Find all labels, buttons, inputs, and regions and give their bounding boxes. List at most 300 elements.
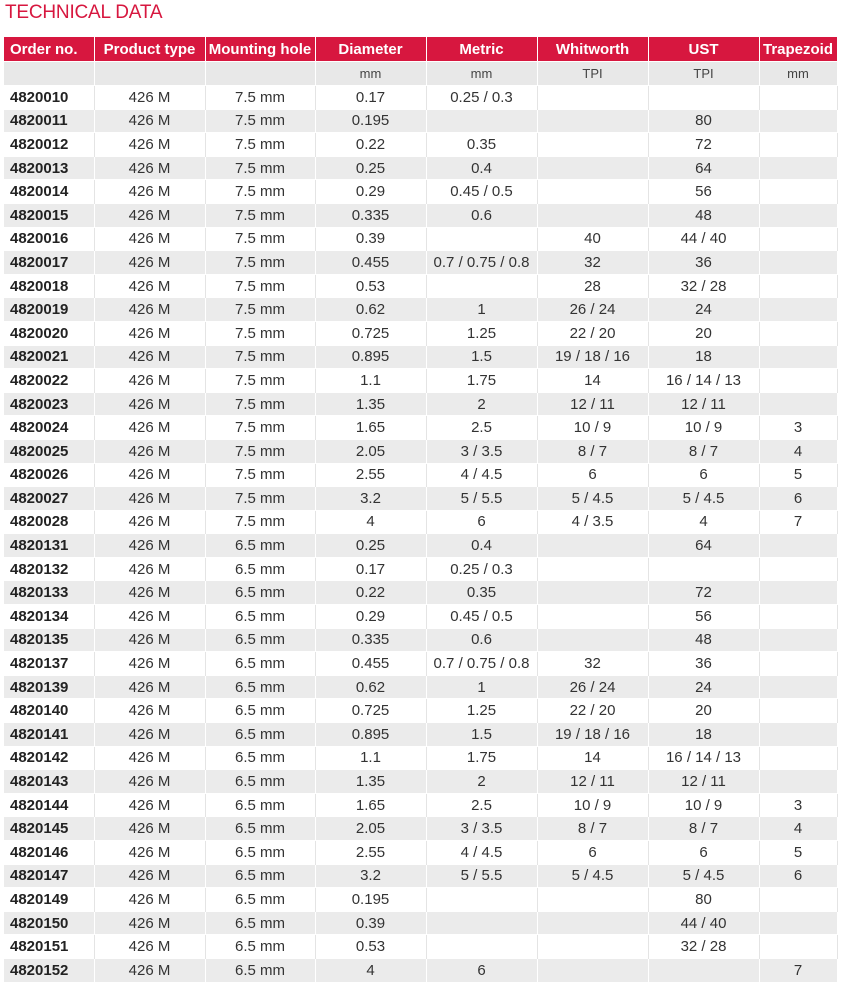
cell-metric: 2 [426, 770, 537, 794]
cell-whitworth: 5 / 4.5 [537, 864, 648, 888]
unit-whitworth: TPI [537, 62, 648, 86]
cell-trapezoid [759, 251, 837, 275]
cell-product-type: 426 M [94, 251, 205, 275]
cell-whitworth [537, 557, 648, 581]
table-row [4, 770, 837, 794]
cell-trapezoid: 5 [759, 463, 837, 487]
cell-mounting-hole: 6.5 mm [205, 699, 315, 723]
cell-mounting-hole: 6.5 mm [205, 864, 315, 888]
cell-trapezoid: 5 [759, 841, 837, 865]
cell-whitworth [537, 86, 648, 110]
cell-whitworth: 8 / 7 [537, 439, 648, 463]
cell-metric: 2 [426, 392, 537, 416]
cell-product-type: 426 M [94, 345, 205, 369]
cell-product-type: 426 M [94, 864, 205, 888]
cell-order-no: 4820140 [4, 699, 94, 723]
cell-product-type: 426 M [94, 557, 205, 581]
cell-metric: 2.5 [426, 793, 537, 817]
cell-metric: 1 [426, 675, 537, 699]
cell-whitworth: 8 / 7 [537, 817, 648, 841]
table-row [4, 534, 837, 558]
table-row [4, 557, 837, 581]
table-row [4, 675, 837, 699]
cell-diameter: 0.335 [315, 203, 426, 227]
table-row [4, 723, 837, 747]
cell-diameter: 2.55 [315, 463, 426, 487]
cell-ust: 32 / 28 [648, 935, 759, 959]
cell-mounting-hole: 6.5 mm [205, 557, 315, 581]
technical-data-table [4, 37, 838, 982]
cell-mounting-hole: 6.5 mm [205, 675, 315, 699]
cell-metric: 6 [426, 958, 537, 981]
cell-metric [426, 911, 537, 935]
cell-product-type: 426 M [94, 723, 205, 747]
cell-product-type: 426 M [94, 628, 205, 652]
cell-order-no: 4820131 [4, 534, 94, 558]
table-row [4, 746, 837, 770]
cell-diameter: 0.895 [315, 723, 426, 747]
cell-product-type: 426 M [94, 911, 205, 935]
table-row [4, 935, 837, 959]
cell-diameter: 1.35 [315, 392, 426, 416]
cell-whitworth: 26 / 24 [537, 675, 648, 699]
cell-trapezoid: 3 [759, 793, 837, 817]
cell-product-type: 426 M [94, 746, 205, 770]
cell-product-type: 426 M [94, 534, 205, 558]
table-row [4, 369, 837, 393]
cell-metric: 1 [426, 298, 537, 322]
cell-ust: 8 / 7 [648, 439, 759, 463]
cell-whitworth: 32 [537, 652, 648, 676]
cell-order-no: 4820018 [4, 274, 94, 298]
cell-metric [426, 109, 537, 133]
cell-mounting-hole: 6.5 mm [205, 534, 315, 558]
cell-whitworth [537, 180, 648, 204]
cell-diameter: 0.195 [315, 888, 426, 912]
table-row [4, 439, 837, 463]
cell-diameter: 0.62 [315, 675, 426, 699]
cell-trapezoid: 6 [759, 487, 837, 511]
cell-mounting-hole: 6.5 mm [205, 746, 315, 770]
table-row [4, 345, 837, 369]
cell-ust: 16 / 14 / 13 [648, 369, 759, 393]
cell-mounting-hole: 6.5 mm [205, 958, 315, 981]
cell-metric: 0.6 [426, 203, 537, 227]
header-mounting-hole: Mounting hole [205, 37, 315, 62]
cell-product-type: 426 M [94, 180, 205, 204]
cell-mounting-hole: 7.5 mm [205, 298, 315, 322]
cell-order-no: 4820152 [4, 958, 94, 981]
cell-diameter: 1.1 [315, 746, 426, 770]
cell-ust: 24 [648, 298, 759, 322]
cell-mounting-hole: 6.5 mm [205, 841, 315, 865]
cell-trapezoid [759, 911, 837, 935]
cell-diameter: 0.455 [315, 652, 426, 676]
cell-order-no: 4820015 [4, 203, 94, 227]
cell-mounting-hole: 7.5 mm [205, 345, 315, 369]
table-row [4, 133, 837, 157]
table-row [4, 510, 837, 534]
table-row [4, 156, 837, 180]
cell-order-no: 4820011 [4, 109, 94, 133]
cell-metric: 5 / 5.5 [426, 864, 537, 888]
cell-trapezoid [759, 109, 837, 133]
cell-product-type: 426 M [94, 416, 205, 440]
unit-diameter: mm [315, 62, 426, 86]
cell-trapezoid [759, 534, 837, 558]
cell-product-type: 426 M [94, 487, 205, 511]
unit-trapezoid: mm [759, 62, 837, 86]
cell-diameter: 0.29 [315, 180, 426, 204]
table-row [4, 652, 837, 676]
cell-product-type: 426 M [94, 369, 205, 393]
cell-ust: 72 [648, 133, 759, 157]
cell-product-type: 426 M [94, 605, 205, 629]
cell-whitworth: 14 [537, 369, 648, 393]
cell-mounting-hole: 7.5 mm [205, 109, 315, 133]
table-row [4, 109, 837, 133]
cell-product-type: 426 M [94, 203, 205, 227]
table-row [4, 958, 837, 981]
table-row [4, 392, 837, 416]
cell-diameter: 0.195 [315, 109, 426, 133]
header-ust: UST [648, 37, 759, 62]
cell-product-type: 426 M [94, 699, 205, 723]
cell-mounting-hole: 7.5 mm [205, 86, 315, 110]
cell-whitworth: 19 / 18 / 16 [537, 345, 648, 369]
cell-order-no: 4820135 [4, 628, 94, 652]
cell-diameter: 1.65 [315, 416, 426, 440]
cell-ust: 24 [648, 675, 759, 699]
cell-ust: 36 [648, 652, 759, 676]
cell-order-no: 4820150 [4, 911, 94, 935]
cell-diameter: 0.25 [315, 534, 426, 558]
cell-ust: 16 / 14 / 13 [648, 746, 759, 770]
cell-ust: 10 / 9 [648, 793, 759, 817]
cell-order-no: 4820024 [4, 416, 94, 440]
cell-product-type: 426 M [94, 321, 205, 345]
cell-product-type: 426 M [94, 156, 205, 180]
cell-order-no: 4820027 [4, 487, 94, 511]
cell-metric: 0.45 / 0.5 [426, 180, 537, 204]
cell-diameter: 0.22 [315, 581, 426, 605]
cell-diameter: 0.53 [315, 935, 426, 959]
cell-trapezoid [759, 321, 837, 345]
table-row [4, 416, 837, 440]
cell-mounting-hole: 7.5 mm [205, 439, 315, 463]
table-row [4, 605, 837, 629]
cell-mounting-hole: 7.5 mm [205, 156, 315, 180]
cell-metric: 1.25 [426, 321, 537, 345]
cell-mounting-hole: 6.5 mm [205, 628, 315, 652]
cell-metric: 1.5 [426, 345, 537, 369]
cell-metric: 0.25 / 0.3 [426, 557, 537, 581]
table-row [4, 487, 837, 511]
cell-mounting-hole: 7.5 mm [205, 487, 315, 511]
cell-whitworth: 40 [537, 227, 648, 251]
table-row [4, 251, 837, 275]
cell-product-type: 426 M [94, 109, 205, 133]
cell-ust: 48 [648, 203, 759, 227]
cell-mounting-hole: 7.5 mm [205, 203, 315, 227]
cell-order-no: 4820014 [4, 180, 94, 204]
cell-order-no: 4820022 [4, 369, 94, 393]
cell-mounting-hole: 7.5 mm [205, 274, 315, 298]
cell-ust: 12 / 11 [648, 392, 759, 416]
cell-product-type: 426 M [94, 958, 205, 981]
cell-trapezoid: 7 [759, 958, 837, 981]
cell-product-type: 426 M [94, 888, 205, 912]
cell-mounting-hole: 7.5 mm [205, 133, 315, 157]
cell-order-no: 4820142 [4, 746, 94, 770]
cell-trapezoid [759, 298, 837, 322]
page-title: TECHNICAL DATA [5, 2, 163, 23]
unit-product-type [94, 62, 205, 86]
cell-metric: 1.5 [426, 723, 537, 747]
table-row [4, 581, 837, 605]
cell-ust [648, 958, 759, 981]
cell-mounting-hole: 6.5 mm [205, 723, 315, 747]
cell-trapezoid [759, 699, 837, 723]
table-row [4, 180, 837, 204]
table-row [4, 911, 837, 935]
table-row [4, 628, 837, 652]
cell-metric: 4 / 4.5 [426, 841, 537, 865]
cell-whitworth: 32 [537, 251, 648, 275]
cell-order-no: 4820019 [4, 298, 94, 322]
table-row [4, 227, 837, 251]
cell-trapezoid [759, 581, 837, 605]
cell-diameter: 0.17 [315, 557, 426, 581]
cell-order-no: 4820151 [4, 935, 94, 959]
cell-mounting-hole: 7.5 mm [205, 180, 315, 204]
table-row [4, 699, 837, 723]
cell-order-no: 4820023 [4, 392, 94, 416]
table-row [4, 463, 837, 487]
cell-mounting-hole: 6.5 mm [205, 581, 315, 605]
cell-trapezoid: 7 [759, 510, 837, 534]
cell-ust: 72 [648, 581, 759, 605]
cell-diameter: 3.2 [315, 864, 426, 888]
cell-diameter: 0.25 [315, 156, 426, 180]
cell-ust: 56 [648, 605, 759, 629]
cell-ust [648, 86, 759, 110]
cell-trapezoid [759, 675, 837, 699]
cell-trapezoid: 4 [759, 439, 837, 463]
cell-trapezoid [759, 345, 837, 369]
cell-product-type: 426 M [94, 581, 205, 605]
cell-metric: 0.4 [426, 156, 537, 180]
cell-trapezoid: 4 [759, 817, 837, 841]
cell-diameter: 4 [315, 958, 426, 981]
header-trapezoid: Trapezoid [759, 37, 837, 62]
cell-product-type: 426 M [94, 793, 205, 817]
cell-metric: 0.35 [426, 133, 537, 157]
cell-product-type: 426 M [94, 510, 205, 534]
cell-metric: 6 [426, 510, 537, 534]
cell-diameter: 0.29 [315, 605, 426, 629]
cell-whitworth: 19 / 18 / 16 [537, 723, 648, 747]
unit-ust: TPI [648, 62, 759, 86]
cell-order-no: 4820017 [4, 251, 94, 275]
unit-mounting-hole [205, 62, 315, 86]
cell-whitworth: 4 / 3.5 [537, 510, 648, 534]
cell-ust: 18 [648, 723, 759, 747]
cell-whitworth [537, 156, 648, 180]
cell-trapezoid [759, 180, 837, 204]
cell-whitworth: 26 / 24 [537, 298, 648, 322]
cell-order-no: 4820143 [4, 770, 94, 794]
cell-ust: 48 [648, 628, 759, 652]
cell-order-no: 4820020 [4, 321, 94, 345]
cell-order-no: 4820146 [4, 841, 94, 865]
cell-order-no: 4820147 [4, 864, 94, 888]
cell-diameter: 3.2 [315, 487, 426, 511]
cell-mounting-hole: 7.5 mm [205, 227, 315, 251]
cell-trapezoid [759, 746, 837, 770]
cell-ust: 6 [648, 841, 759, 865]
cell-product-type: 426 M [94, 463, 205, 487]
cell-order-no: 4820149 [4, 888, 94, 912]
cell-whitworth [537, 581, 648, 605]
cell-trapezoid: 3 [759, 416, 837, 440]
cell-diameter: 4 [315, 510, 426, 534]
cell-diameter: 0.725 [315, 699, 426, 723]
cell-mounting-hole: 7.5 mm [205, 392, 315, 416]
cell-metric: 1.75 [426, 369, 537, 393]
cell-trapezoid [759, 605, 837, 629]
header-order-no: Order no. [4, 37, 94, 62]
cell-ust: 12 / 11 [648, 770, 759, 794]
cell-whitworth [537, 109, 648, 133]
cell-diameter: 0.62 [315, 298, 426, 322]
cell-whitworth: 10 / 9 [537, 793, 648, 817]
cell-product-type: 426 M [94, 770, 205, 794]
cell-order-no: 4820134 [4, 605, 94, 629]
cell-diameter: 2.55 [315, 841, 426, 865]
header-whitworth: Whitworth [537, 37, 648, 62]
cell-order-no: 4820026 [4, 463, 94, 487]
cell-whitworth [537, 203, 648, 227]
cell-product-type: 426 M [94, 392, 205, 416]
cell-trapezoid [759, 133, 837, 157]
header-product-type: Product type [94, 37, 205, 62]
cell-product-type: 426 M [94, 841, 205, 865]
cell-mounting-hole: 6.5 mm [205, 793, 315, 817]
cell-product-type: 426 M [94, 227, 205, 251]
cell-diameter: 0.335 [315, 628, 426, 652]
cell-whitworth [537, 605, 648, 629]
cell-diameter: 0.39 [315, 911, 426, 935]
cell-order-no: 4820144 [4, 793, 94, 817]
unit-row [4, 62, 837, 86]
cell-diameter: 2.05 [315, 439, 426, 463]
cell-ust: 80 [648, 888, 759, 912]
cell-order-no: 4820139 [4, 675, 94, 699]
cell-whitworth [537, 133, 648, 157]
cell-order-no: 4820141 [4, 723, 94, 747]
cell-metric [426, 888, 537, 912]
cell-ust: 32 / 28 [648, 274, 759, 298]
cell-product-type: 426 M [94, 675, 205, 699]
cell-ust: 56 [648, 180, 759, 204]
cell-order-no: 4820028 [4, 510, 94, 534]
table-row [4, 793, 837, 817]
cell-ust: 8 / 7 [648, 817, 759, 841]
cell-whitworth: 28 [537, 274, 648, 298]
cell-whitworth [537, 935, 648, 959]
cell-order-no: 4820012 [4, 133, 94, 157]
cell-product-type: 426 M [94, 86, 205, 110]
cell-metric: 4 / 4.5 [426, 463, 537, 487]
cell-metric [426, 274, 537, 298]
cell-ust: 64 [648, 156, 759, 180]
cell-mounting-hole: 7.5 mm [205, 416, 315, 440]
cell-ust: 6 [648, 463, 759, 487]
header-metric: Metric [426, 37, 537, 62]
cell-product-type: 426 M [94, 817, 205, 841]
cell-whitworth: 22 / 20 [537, 699, 648, 723]
cell-metric: 2.5 [426, 416, 537, 440]
header-diameter: Diameter [315, 37, 426, 62]
cell-order-no: 4820137 [4, 652, 94, 676]
cell-mounting-hole: 7.5 mm [205, 510, 315, 534]
cell-ust: 10 / 9 [648, 416, 759, 440]
cell-metric: 0.25 / 0.3 [426, 86, 537, 110]
unit-order-no [4, 62, 94, 86]
cell-product-type: 426 M [94, 133, 205, 157]
cell-trapezoid: 6 [759, 864, 837, 888]
cell-whitworth [537, 888, 648, 912]
cell-ust: 20 [648, 699, 759, 723]
cell-ust: 64 [648, 534, 759, 558]
cell-mounting-hole: 6.5 mm [205, 605, 315, 629]
table-body [4, 86, 837, 982]
table-row [4, 86, 837, 110]
cell-diameter: 0.725 [315, 321, 426, 345]
cell-order-no: 4820132 [4, 557, 94, 581]
cell-order-no: 4820145 [4, 817, 94, 841]
cell-metric: 0.7 / 0.75 / 0.8 [426, 251, 537, 275]
cell-trapezoid [759, 86, 837, 110]
table-row [4, 298, 837, 322]
cell-trapezoid [759, 652, 837, 676]
cell-diameter: 0.22 [315, 133, 426, 157]
cell-metric [426, 935, 537, 959]
cell-whitworth: 22 / 20 [537, 321, 648, 345]
cell-metric: 3 / 3.5 [426, 439, 537, 463]
cell-diameter: 1.65 [315, 793, 426, 817]
cell-ust: 36 [648, 251, 759, 275]
cell-trapezoid [759, 274, 837, 298]
cell-trapezoid [759, 935, 837, 959]
unit-metric: mm [426, 62, 537, 86]
cell-metric: 0.7 / 0.75 / 0.8 [426, 652, 537, 676]
cell-mounting-hole: 6.5 mm [205, 652, 315, 676]
cell-diameter: 1.35 [315, 770, 426, 794]
cell-metric: 3 / 3.5 [426, 817, 537, 841]
cell-diameter: 2.05 [315, 817, 426, 841]
cell-ust: 20 [648, 321, 759, 345]
table-row [4, 841, 837, 865]
cell-trapezoid [759, 156, 837, 180]
cell-trapezoid [759, 392, 837, 416]
cell-product-type: 426 M [94, 935, 205, 959]
cell-ust: 18 [648, 345, 759, 369]
cell-order-no: 4820133 [4, 581, 94, 605]
cell-mounting-hole: 6.5 mm [205, 911, 315, 935]
table-row [4, 888, 837, 912]
